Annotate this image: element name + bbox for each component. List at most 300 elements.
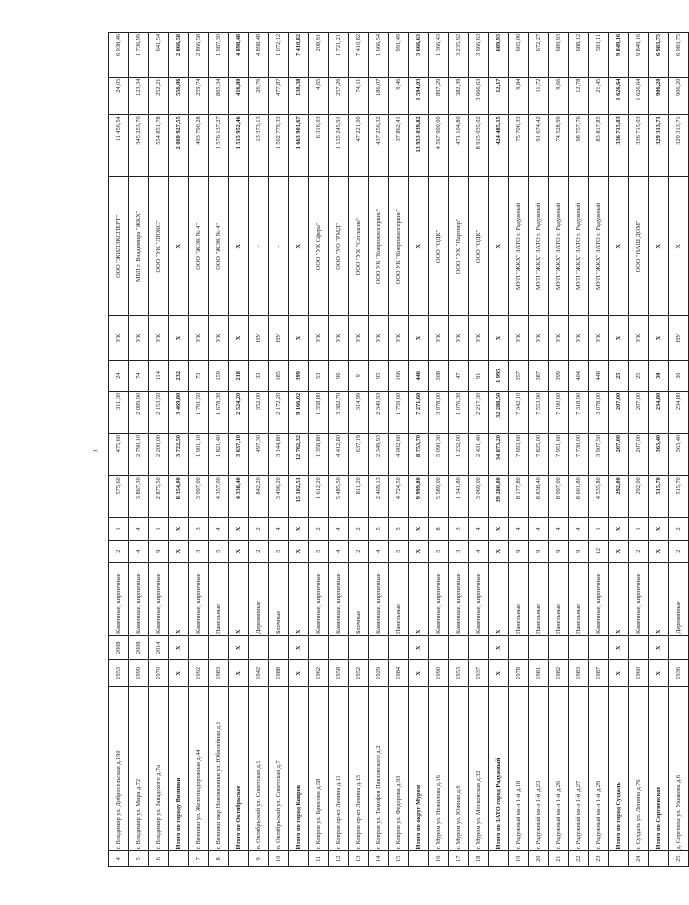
wall-material-cell: Каменные, кирпичные	[189, 562, 209, 635]
area-total-cell: 4 357,00	[209, 476, 229, 518]
management-org-cell: МУП "ЖКХ" ЗАТО г. Радужный	[589, 177, 609, 316]
area-living-cell: 7 730,00	[569, 433, 589, 475]
entrances-cell: 4	[549, 518, 569, 540]
year-reconstruction-cell: X	[229, 636, 249, 660]
residents-cell: 218	[229, 360, 249, 391]
subtotal-row	[229, 33, 249, 867]
area-living-cell: 637,19	[349, 433, 369, 475]
cost-per-m2-cell: 416,80	[229, 77, 249, 115]
wall-material-cell: Каменные, кирпичные	[589, 562, 609, 635]
cost-total-cell: 1 515 952,46	[229, 115, 249, 177]
cost-max-cell: 1 666,54	[369, 33, 389, 78]
area-living-cell: 3 722,50	[169, 433, 189, 475]
area-living-cell: 1 232,00	[449, 433, 469, 475]
entrances-cell: 2	[349, 518, 369, 540]
cost-max-cell: 991,49	[389, 33, 409, 78]
year-reconstruction-cell: X	[649, 636, 669, 660]
year-built-cell: 1960	[629, 660, 649, 687]
cost-per-m2-cell: 9,66	[549, 77, 569, 115]
management-method-cell: X	[409, 316, 429, 360]
cost-max-cell: 4 898,48	[229, 33, 249, 78]
floors-cell: 9	[529, 540, 549, 562]
residents-cell: 33	[249, 360, 269, 391]
cost-per-m2-cell: 3 666,63	[469, 77, 489, 115]
floors-cell: 4	[469, 540, 489, 562]
management-org-cell: МБП г. Владимира "ЖКХ"	[129, 177, 149, 316]
residents-cell: 47	[449, 360, 469, 391]
cost-per-m2-cell: 906,20	[649, 77, 669, 115]
management-method-cell: УК	[449, 316, 469, 360]
entrances-cell: 1	[149, 518, 169, 540]
area-total-cell: 5 589,00	[429, 476, 449, 518]
area-living-cell: 5 090,30	[429, 433, 449, 475]
page-number: 3	[93, 449, 100, 453]
cost-per-m2-cell: 382,39	[449, 77, 469, 115]
row-number: 7	[189, 851, 209, 867]
cost-max-cell: 1 366,43	[429, 33, 449, 78]
address-cell: г. Радужный кв-л 1-й д.29	[589, 687, 609, 851]
year-reconstruction-cell	[249, 636, 269, 660]
management-method-cell: УК	[149, 316, 169, 360]
area-living-cell: 4 002,60	[389, 433, 409, 475]
entrances-cell: 4	[129, 518, 149, 540]
residents-cell: 448	[589, 360, 609, 391]
cost-total-cell: 329 313,71	[649, 115, 669, 177]
cost-max-cell: 689,93	[549, 33, 569, 78]
management-org-cell: ООО УК "Коврожилсервис"	[369, 177, 389, 316]
wall-material-cell: Каменные, кирпичные	[449, 562, 469, 635]
table-row	[449, 33, 469, 867]
area-living-cell: 12 762,32	[289, 433, 309, 475]
management-method-cell: X	[649, 316, 669, 360]
subtotal-row	[409, 33, 429, 867]
management-org-cell: МУП "ЖКХ" ЗАТО г. Радужный	[569, 177, 589, 316]
floors-cell: 9	[509, 540, 529, 562]
row-number	[409, 851, 429, 867]
cost-total-cell: 1 135 245,91	[329, 115, 349, 177]
management-org-cell: -	[269, 177, 289, 316]
residents-cell: 399	[549, 360, 569, 391]
row-number: 5	[129, 851, 149, 867]
entrances-cell: 4	[509, 518, 529, 540]
cost-total-cell: 336 715,03	[629, 115, 649, 177]
cost-total-cell: 13 373,13	[249, 115, 269, 177]
year-built-cell: 1942	[249, 660, 269, 687]
management-method-cell: УК	[629, 316, 649, 360]
row-number: 14	[369, 851, 389, 867]
floors-cell: X	[169, 540, 189, 562]
address-cell: Итого по город Ковров	[289, 687, 309, 851]
management-org-cell: ООО "УК "ЛЮКС"	[149, 177, 169, 316]
management-method-cell: X	[229, 316, 249, 360]
wall-material-cell: Каменные, кирпичные	[329, 562, 349, 635]
residents-cell: 308	[429, 360, 449, 391]
management-method-cell: УК	[369, 316, 389, 360]
address-cell: Итого по ЗАТО город Радужный	[489, 687, 509, 851]
table-row	[469, 33, 489, 867]
cost-per-m2-cell: 897,29	[429, 77, 449, 115]
wall-material-cell: Каменные, кирпичные	[429, 562, 449, 635]
management-org-cell: ООО "ЖЭК № 4"	[209, 177, 229, 316]
cost-total-cell: 11 456,54	[109, 115, 129, 177]
table-row	[589, 33, 609, 867]
cost-total-cell: 554 851,78	[149, 115, 169, 177]
address-cell: Итого по Сергиевское	[649, 687, 669, 851]
area-total-cell: 8 354,00	[169, 476, 189, 518]
area-living-cell: 2 200,00	[149, 433, 169, 475]
floors-cell: 9	[549, 540, 569, 562]
management-org-cell: -	[249, 177, 269, 316]
year-reconstruction-cell: X	[609, 636, 629, 660]
table-row	[109, 33, 129, 867]
area-total-cell: 515,70	[649, 476, 669, 518]
residents-cell: 53	[309, 360, 329, 391]
cost-total-cell: 493 790,28	[189, 115, 209, 177]
cost-max-cell: 672,27	[529, 33, 549, 78]
management-org-cell: МУП "ЖКХ" ЗАТО г. Радужный	[549, 177, 569, 316]
address-cell: Итого по Октябрьское	[229, 687, 249, 851]
wall-material-cell: Панельные	[549, 562, 569, 635]
floors-cell: 2	[249, 540, 269, 562]
entrances-cell: 8	[429, 518, 449, 540]
address-cell: Итого по городу Вязники	[169, 687, 189, 851]
year-reconstruction-cell	[509, 636, 529, 660]
residents-cell: 159	[209, 360, 229, 391]
wall-material-cell: Блочные	[269, 562, 289, 635]
row-number: 21	[549, 851, 569, 867]
row-number: 11	[309, 851, 329, 867]
year-reconstruction-cell: X	[489, 636, 509, 660]
wall-material-cell: Каменные, кирпичные	[369, 562, 389, 635]
management-org-cell: ООО "УК "Согласие"	[349, 177, 369, 316]
area-living-cell: 2 349,93	[369, 433, 389, 475]
entrances-cell: X	[229, 518, 249, 540]
wall-material-cell: Деревянные	[249, 562, 269, 635]
address-cell: г. Радужный кв-л 1-й д.23	[529, 687, 549, 851]
residents-cell: 30	[669, 360, 689, 391]
area-private-cell: 314,99	[349, 391, 369, 433]
area-private-cell: 7 190,60	[549, 391, 569, 433]
row-number	[229, 851, 249, 867]
residents-cell: 25	[629, 360, 649, 391]
wall-material-cell: Панельные	[569, 562, 589, 635]
year-reconstruction-cell	[349, 636, 369, 660]
area-total-cell: 9 999,80	[409, 476, 429, 518]
cost-max-cell: 9 849,16	[609, 33, 629, 78]
management-org-cell: ООО "УК "Партнер"	[449, 177, 469, 316]
cost-max-cell: 7 410,82	[289, 33, 309, 78]
management-method-cell: X	[289, 316, 309, 360]
year-reconstruction-cell	[549, 636, 569, 660]
table-row	[629, 33, 649, 867]
address-cell: г. Вязники мкр Нововязники ул. Юбилейная д.1	[209, 687, 229, 851]
table-row	[209, 33, 229, 867]
year-reconstruction-cell	[429, 636, 449, 660]
entrances-cell: 2	[669, 518, 689, 540]
area-living-cell: 4 412,80	[329, 433, 349, 475]
table-row	[509, 33, 529, 867]
area-total-cell: 15 102,51	[289, 476, 309, 518]
management-method-cell: УК	[429, 316, 449, 360]
address-cell: п. Октябрьский ул. Советская д.1	[249, 687, 269, 851]
cost-total-cell: 83 817,85	[589, 115, 609, 177]
management-method-cell: НУ	[269, 316, 289, 360]
area-private-cell: 311,30	[109, 391, 129, 433]
area-total-cell: 1 612,20	[309, 476, 329, 518]
year-built-cell: X	[649, 660, 669, 687]
wall-material-cell: X	[409, 562, 429, 635]
cost-max-cell: 2 866,58	[169, 33, 189, 78]
area-living-cell: 2 790,10	[129, 433, 149, 475]
cost-max-cell: 1 721,21	[329, 33, 349, 78]
management-org-cell: ООО "УО "РМД"	[329, 177, 349, 316]
entrances-cell: 5	[369, 518, 389, 540]
address-cell: г. Ковров ул. Федорова д.93	[389, 687, 409, 851]
year-reconstruction-cell: X	[169, 636, 189, 660]
row-number: 15	[389, 851, 409, 867]
residents-cell: 24	[109, 360, 129, 391]
year-built-cell: 1953	[109, 660, 129, 687]
area-living-cell: 3 907,50	[589, 433, 609, 475]
address-cell: г. Ковров ул. Тимофея Павловского д.2	[369, 687, 389, 851]
management-method-cell: УК	[309, 316, 329, 360]
subtotal-row	[489, 33, 509, 867]
management-org-cell: X	[289, 177, 309, 316]
floors-cell: 5	[429, 540, 449, 562]
area-total-cell: 4 338,40	[229, 476, 249, 518]
area-private-cell: 234,80	[649, 391, 669, 433]
entrances-cell: 4	[329, 518, 349, 540]
area-total-cell: 515,70	[669, 476, 689, 518]
area-total-cell: 292,00	[609, 476, 629, 518]
year-built-cell: 1981	[529, 660, 549, 687]
residents-cell: 232	[169, 360, 189, 391]
year-reconstruction-cell: 2008	[129, 636, 149, 660]
row-number	[289, 851, 309, 867]
residents-cell: 387	[529, 360, 549, 391]
wall-material-cell: Панельные	[209, 562, 229, 635]
area-total-cell: 8 601,80	[569, 476, 589, 518]
entrances-cell: 3	[449, 518, 469, 540]
cost-max-cell: 665,06	[509, 33, 529, 78]
management-method-cell: X	[489, 316, 509, 360]
area-living-cell: 3 637,10	[229, 433, 249, 475]
area-private-cell: 207,00	[629, 391, 649, 433]
table-row	[269, 33, 289, 867]
address-cell: г. Муром ул. Нежилова д.16	[429, 687, 449, 851]
area-private-cell: 1 791,50	[189, 391, 209, 433]
area-private-cell: 9 166,02	[289, 391, 309, 433]
floors-cell: 5	[309, 540, 329, 562]
row-number	[489, 851, 509, 867]
residents-cell: 357	[509, 360, 529, 391]
year-built-cell: X	[169, 660, 189, 687]
cost-max-cell: 689,93	[489, 33, 509, 78]
area-private-cell: 1 076,30	[449, 391, 469, 433]
management-method-cell: УК	[469, 316, 489, 360]
cost-max-cell: 641,54	[149, 33, 169, 78]
table-row	[129, 33, 149, 867]
cost-total-cell: 47 221,00	[349, 115, 369, 177]
table-row	[249, 33, 269, 867]
floors-cell: 2	[629, 540, 649, 562]
table-row	[189, 33, 209, 867]
area-living-cell: 207,00	[629, 433, 649, 475]
cost-total-cell: 98 757,76	[569, 115, 589, 177]
address-cell: г. Ковров пр-кт Ленина д.11	[329, 687, 349, 851]
residents-cell: 404	[569, 360, 589, 391]
table-row	[529, 33, 549, 867]
area-living-cell: 363,40	[649, 433, 669, 475]
entrances-cell: 1	[109, 518, 129, 540]
residents-cell: 446	[409, 360, 429, 391]
area-private-cell: 3 078,00	[589, 391, 609, 433]
subtotal-row	[289, 33, 309, 867]
cost-total-cell: 2 069 927,55	[169, 115, 189, 177]
row-number: 20	[529, 851, 549, 867]
area-private-cell: 2 349,93	[369, 391, 389, 433]
entrances-cell: X	[409, 518, 429, 540]
area-living-cell: 363,40	[669, 433, 689, 475]
area-living-cell: 1 358,80	[309, 433, 329, 475]
table-row	[309, 33, 329, 867]
cost-total-cell: 91 674,42	[529, 115, 549, 177]
residents-cell: 399	[289, 360, 309, 391]
row-number: 22	[569, 851, 589, 867]
area-private-cell: 234,80	[669, 391, 689, 433]
floors-cell: X	[649, 540, 669, 562]
year-reconstruction-cell	[449, 636, 469, 660]
area-private-cell: 2 524,20	[229, 391, 249, 433]
area-private-cell: 1 358,80	[309, 391, 329, 433]
residents-cell: 74	[129, 360, 149, 391]
cost-total-cell: 345 253,70	[129, 115, 149, 177]
floors-cell: 3	[189, 540, 209, 562]
entrances-cell: 4	[569, 518, 589, 540]
management-org-cell: X	[609, 177, 629, 316]
row-number	[609, 851, 629, 867]
year-built-cell: 1978	[509, 660, 529, 687]
management-method-cell: УК	[509, 316, 529, 360]
cost-per-m2-cell: 130,38	[289, 77, 309, 115]
cost-total-cell: 4 567 900,00	[429, 115, 449, 177]
entrances-cell: 4	[209, 518, 229, 540]
cost-max-cell: 583,11	[589, 33, 609, 78]
residents-cell: 96	[329, 360, 349, 391]
table-row	[549, 33, 569, 867]
row-number: 9	[249, 851, 269, 867]
cost-total-cell: 471 104,80	[449, 115, 469, 177]
year-built-cell: 1983	[569, 660, 589, 687]
residents-cell: 95	[369, 360, 389, 391]
cost-max-cell: 1 736,99	[129, 33, 149, 78]
subtotal-row	[169, 33, 189, 867]
wall-material-cell: Панельные	[529, 562, 549, 635]
entrances-cell: 4	[529, 518, 549, 540]
management-org-cell: ООО "НАШ ДОМ"	[629, 177, 649, 316]
cost-per-m2-cell: 906,20	[669, 77, 689, 115]
year-built-cell: X	[289, 660, 309, 687]
year-reconstruction-cell	[309, 636, 329, 660]
area-living-cell: 7 951,60	[549, 433, 569, 475]
floors-cell: 12	[589, 540, 609, 562]
area-total-cell: 575,60	[109, 476, 129, 518]
cost-max-cell: 1 072,12	[269, 33, 289, 78]
table-row	[429, 33, 449, 867]
area-total-cell: 3 496,20	[269, 476, 289, 518]
year-built-cell: X	[609, 660, 629, 687]
table-row	[329, 33, 349, 867]
year-reconstruction-cell: 2014	[149, 636, 169, 660]
cost-per-m2-cell: 24,05	[109, 77, 129, 115]
residents-cell: 25	[609, 360, 629, 391]
cost-per-m2-cell: 1 626,64	[609, 77, 629, 115]
cost-total-cell: 1 502 779,33	[269, 115, 289, 177]
year-reconstruction-cell	[329, 636, 349, 660]
entrances-cell: X	[609, 518, 629, 540]
row-number: 18	[469, 851, 489, 867]
cost-per-m2-cell: 12,78	[569, 77, 589, 115]
entrances-cell: X	[169, 518, 189, 540]
wall-material-cell: X	[489, 562, 509, 635]
year-built-cell: 1983	[209, 660, 229, 687]
entrances-cell: 4	[269, 518, 289, 540]
management-method-cell: УК	[549, 316, 569, 360]
area-living-cell: 7 825,00	[529, 433, 549, 475]
residents-cell: 166	[389, 360, 409, 391]
area-total-cell: 4 535,80	[589, 476, 609, 518]
year-built-cell: 1990	[429, 660, 449, 687]
cost-per-m2-cell: 12,17	[489, 77, 509, 115]
table-row	[669, 33, 689, 867]
management-method-cell: УК	[189, 316, 209, 360]
management-method-cell: X	[169, 316, 189, 360]
cost-total-cell: 75 706,33	[509, 115, 529, 177]
table-row	[349, 33, 369, 867]
area-private-cell: 32 288,50	[489, 391, 509, 433]
cost-per-m2-cell: 9,46	[389, 77, 409, 115]
floors-cell: 4	[369, 540, 389, 562]
wall-material-cell: Панельные	[389, 562, 409, 635]
year-reconstruction-cell	[469, 636, 489, 660]
row-number: 10	[269, 851, 289, 867]
cost-total-cell: 424 485,15	[489, 115, 509, 177]
cost-total-cell: 336 715,03	[609, 115, 629, 177]
year-reconstruction-cell	[589, 636, 609, 660]
management-method-cell: X	[609, 316, 629, 360]
year-built-cell: 1952	[349, 660, 369, 687]
management-org-cell: X	[229, 177, 249, 316]
management-method-cell: УК	[529, 316, 549, 360]
address-cell: д. Сергеиха ул. Ушакова д.6	[669, 687, 689, 851]
entrances-cell: 1	[589, 518, 609, 540]
cost-total-cell: 74 528,99	[549, 115, 569, 177]
area-total-cell: 2 875,50	[149, 476, 169, 518]
area-private-cell: 207,00	[609, 391, 629, 433]
row-number: 4	[109, 851, 129, 867]
cost-per-m2-cell: 186,07	[369, 77, 389, 115]
entrances-cell: 2	[249, 518, 269, 540]
area-living-cell: 2 431,40	[469, 433, 489, 475]
year-reconstruction-cell	[269, 636, 289, 660]
table-row	[369, 33, 389, 867]
wall-material-cell: Каменные, кирпичные	[469, 562, 489, 635]
area-living-cell: 1 821,40	[209, 433, 229, 475]
row-number	[169, 851, 189, 867]
cost-per-m2-cell: 257,26	[329, 77, 349, 115]
area-living-cell: 8 753,70	[409, 433, 429, 475]
area-private-cell: 2 217,30	[469, 391, 489, 433]
